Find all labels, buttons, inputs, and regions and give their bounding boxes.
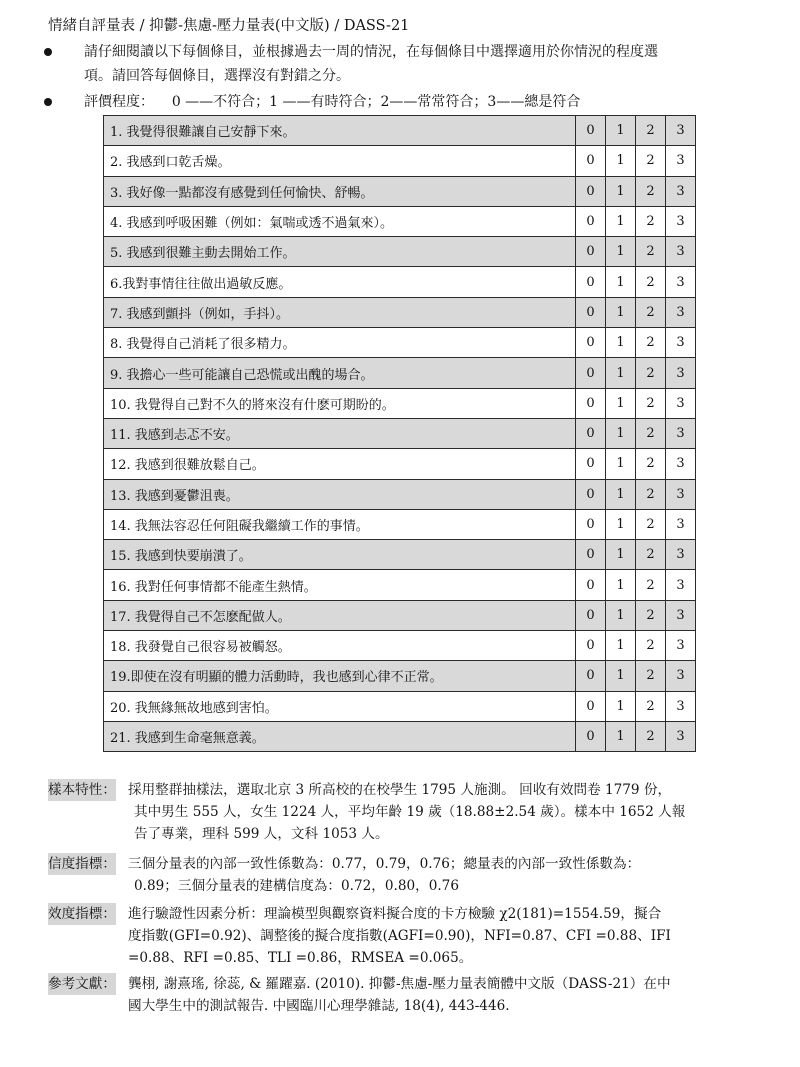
rating-scale: 0 ——不符合；1 ——有時符合；2——常常符合；3——總是符合 — [171, 94, 581, 110]
score-option-0[interactable]: 0 — [576, 418, 606, 448]
score-option-3[interactable]: 3 — [666, 600, 696, 630]
item-row — [104, 631, 696, 661]
item-text: 8. 我覺得自己消耗了很多精力。 — [104, 328, 576, 358]
score-option-0[interactable]: 0 — [576, 116, 606, 146]
score-option-0[interactable]: 0 — [576, 479, 606, 509]
item-text: 19.即使在沒有明顯的體力活動時，我也感到心律不正常。 — [104, 661, 576, 691]
score-option-3[interactable]: 3 — [666, 237, 696, 267]
item-row — [104, 479, 696, 509]
score-option-1[interactable]: 1 — [606, 661, 636, 691]
item-text: 2. 我感到口乾舌燥。 — [104, 146, 576, 176]
score-option-0[interactable]: 0 — [576, 267, 606, 297]
item-text: 5. 我感到很難主動去開始工作。 — [104, 237, 576, 267]
item-row — [104, 449, 696, 479]
score-option-2[interactable]: 2 — [636, 570, 666, 600]
score-option-3[interactable]: 3 — [666, 721, 696, 751]
score-option-3[interactable]: 3 — [666, 297, 696, 327]
score-option-1[interactable]: 1 — [606, 479, 636, 509]
score-option-3[interactable]: 3 — [666, 206, 696, 236]
score-option-2[interactable]: 2 — [636, 328, 666, 358]
score-option-0[interactable]: 0 — [576, 721, 606, 751]
instruction-line-1: 請仔細閱讀以下每個條目，並根據過去一周的情況，在每個條目中選擇適用於你情況的程度選 — [84, 44, 658, 60]
score-option-2[interactable]: 2 — [636, 237, 666, 267]
score-option-0[interactable]: 0 — [576, 509, 606, 539]
score-option-3[interactable]: 3 — [666, 358, 696, 388]
score-option-0[interactable]: 0 — [576, 691, 606, 721]
score-option-1[interactable]: 1 — [606, 388, 636, 418]
item-row — [104, 358, 696, 388]
item-row — [104, 661, 696, 691]
score-option-0[interactable]: 0 — [576, 328, 606, 358]
score-option-2[interactable]: 2 — [636, 176, 666, 206]
sample-characteristics-note — [48, 779, 768, 845]
item-row — [104, 570, 696, 600]
item-row — [104, 297, 696, 327]
item-row — [104, 540, 696, 570]
score-option-2[interactable]: 2 — [636, 116, 666, 146]
rating-bullet — [44, 90, 754, 114]
item-text: 1. 我覺得很難讓自己安靜下來。 — [104, 116, 576, 146]
score-option-2[interactable]: 2 — [636, 358, 666, 388]
score-option-3[interactable]: 3 — [666, 509, 696, 539]
score-option-2[interactable]: 2 — [636, 388, 666, 418]
score-option-3[interactable]: 3 — [666, 418, 696, 448]
score-option-0[interactable]: 0 — [576, 540, 606, 570]
reference-line: 龔栩, 謝熹瑤, 徐蕊, & 羅躍嘉. (2010). 抑鬱-焦慮-壓力量表簡體中文版（DASS-21）在中 — [128, 976, 671, 992]
score-option-2[interactable]: 2 — [636, 661, 666, 691]
reference-line: 國大學生中的測試報告. 中國臨川心理學雜誌, 18(4), 443-446. — [128, 998, 510, 1014]
score-option-1[interactable]: 1 — [606, 600, 636, 630]
reliability-label: 信度指標： — [48, 853, 116, 875]
score-option-3[interactable]: 3 — [666, 661, 696, 691]
score-option-1[interactable]: 1 — [606, 418, 636, 448]
score-option-2[interactable]: 2 — [636, 721, 666, 751]
sample-label: 樣本特性： — [48, 779, 116, 801]
score-option-1[interactable]: 1 — [606, 509, 636, 539]
item-text: 10. 我覺得自己對不久的將來沒有什麽可期盼的。 — [104, 388, 576, 418]
score-option-3[interactable]: 3 — [666, 267, 696, 297]
score-option-3[interactable]: 3 — [666, 146, 696, 176]
item-text: 14. 我無法容忍任何阻礙我繼續工作的事情。 — [104, 509, 576, 539]
item-text: 17. 我覺得自己不怎麽配做人。 — [104, 600, 576, 630]
score-option-3[interactable]: 3 — [666, 328, 696, 358]
item-row — [104, 721, 696, 751]
score-option-1[interactable]: 1 — [606, 570, 636, 600]
item-row — [104, 237, 696, 267]
item-text: 3. 我好像一點都沒有感覺到任何愉快、舒暢。 — [104, 176, 576, 206]
score-option-0[interactable]: 0 — [576, 176, 606, 206]
item-text: 15. 我感到快要崩潰了。 — [104, 540, 576, 570]
score-option-3[interactable]: 3 — [666, 176, 696, 206]
validity-line: 進行驗證性因素分析：理論模型與觀察資料擬合度的卡方檢驗 χ2(181)=1554.59，擬合 — [128, 906, 662, 922]
item-text: 13. 我感到憂鬱沮喪。 — [104, 479, 576, 509]
score-option-3[interactable]: 3 — [666, 388, 696, 418]
score-option-0[interactable]: 0 — [576, 449, 606, 479]
item-text: 6.我對事情往往做出過敏反應。 — [104, 267, 576, 297]
item-row — [104, 328, 696, 358]
score-option-2[interactable]: 2 — [636, 600, 666, 630]
score-option-3[interactable]: 3 — [666, 631, 696, 661]
score-option-1[interactable]: 1 — [606, 146, 636, 176]
score-option-2[interactable]: 2 — [636, 297, 666, 327]
dass21-items-table — [103, 115, 696, 752]
item-text: 16. 我對任何事情都不能產生熱情。 — [104, 570, 576, 600]
validity-line: =0.88、RFI =0.85、TLI =0.86，RMSEA =0.065。 — [128, 950, 473, 966]
score-option-0[interactable]: 0 — [576, 297, 606, 327]
reference-note — [48, 973, 768, 1017]
item-row — [104, 388, 696, 418]
score-option-0[interactable]: 0 — [576, 358, 606, 388]
item-text: 9. 我擔心一些可能讓自己恐慌或出醜的場合。 — [104, 358, 576, 388]
item-row — [104, 691, 696, 721]
score-option-0[interactable]: 0 — [576, 631, 606, 661]
sample-line: 告了專業，理科 599 人，文科 1053 人。 — [134, 826, 389, 842]
score-option-1[interactable]: 1 — [606, 176, 636, 206]
instruction-line-2: 項。請回答每個條目，選擇沒有對錯之分。 — [84, 68, 350, 84]
score-option-0[interactable]: 0 — [576, 237, 606, 267]
item-text: 20. 我無緣無故地感到害怕。 — [104, 691, 576, 721]
score-option-3[interactable]: 3 — [666, 540, 696, 570]
score-option-2[interactable]: 2 — [636, 509, 666, 539]
score-option-3[interactable]: 3 — [666, 479, 696, 509]
score-option-1[interactable]: 1 — [606, 721, 636, 751]
item-row — [104, 206, 696, 236]
score-option-1[interactable]: 1 — [606, 631, 636, 661]
instruction-bullet — [44, 40, 754, 88]
bullet-dot-icon — [44, 48, 52, 56]
score-option-2[interactable]: 2 — [636, 267, 666, 297]
item-text: 18. 我發覺自己很容易被觸怒。 — [104, 631, 576, 661]
score-option-3[interactable]: 3 — [666, 449, 696, 479]
score-option-2[interactable]: 2 — [636, 479, 666, 509]
reliability-line: 0.89；三個分量表的建構信度為：0.72，0.80，0.76 — [134, 878, 459, 894]
score-option-3[interactable]: 3 — [666, 570, 696, 600]
item-row — [104, 176, 696, 206]
validity-line: 度指數(GFI=0.92)、調整後的擬合度指數(AGFI=0.90)，NFI=0.87、CFI =0.88、IFI — [128, 928, 671, 944]
score-option-1[interactable]: 1 — [606, 540, 636, 570]
score-option-1[interactable]: 1 — [606, 206, 636, 236]
score-option-2[interactable]: 2 — [636, 206, 666, 236]
item-text: 7. 我感到顫抖（例如，手抖）。 — [104, 297, 576, 327]
score-option-0[interactable]: 0 — [576, 661, 606, 691]
score-option-2[interactable]: 2 — [636, 146, 666, 176]
score-option-2[interactable]: 2 — [636, 540, 666, 570]
item-row — [104, 600, 696, 630]
item-row — [104, 116, 696, 146]
item-row — [104, 146, 696, 176]
score-option-3[interactable]: 3 — [666, 116, 696, 146]
reliability-line: 三個分量表的內部一致性係數為：0.77，0.79，0.76；總量表的內部一致性係數為： — [128, 856, 641, 872]
sample-line: 採用整群抽樣法，選取北京 3 所高校的在校學生 1795 人施測。 回收有效問卷 1779 份， — [128, 782, 672, 798]
score-option-0[interactable]: 0 — [576, 146, 606, 176]
reference-label: 參考文獻： — [48, 973, 116, 995]
score-option-0[interactable]: 0 — [576, 570, 606, 600]
validity-label: 效度指標： — [48, 903, 116, 925]
score-option-1[interactable]: 1 — [606, 116, 636, 146]
score-option-2[interactable]: 2 — [636, 418, 666, 448]
score-option-2[interactable]: 2 — [636, 631, 666, 661]
score-option-3[interactable]: 3 — [666, 691, 696, 721]
score-option-1[interactable]: 1 — [606, 297, 636, 327]
bullet-dot-icon — [44, 98, 52, 106]
rating-label: 評價程度： — [84, 94, 154, 110]
reliability-note — [48, 853, 768, 897]
item-row — [104, 267, 696, 297]
score-option-1[interactable]: 1 — [606, 267, 636, 297]
item-text: 12. 我感到很難放鬆自己。 — [104, 449, 576, 479]
score-option-1[interactable]: 1 — [606, 328, 636, 358]
score-option-0[interactable]: 0 — [576, 388, 606, 418]
score-option-2[interactable]: 2 — [636, 449, 666, 479]
score-option-0[interactable]: 0 — [576, 600, 606, 630]
sample-line: 其中男生 555 人，女生 1224 人，平均年齡 19 歲（18.88±2.54 歲）。樣本中 1652 人報 — [134, 804, 686, 820]
score-option-2[interactable]: 2 — [636, 691, 666, 721]
score-option-0[interactable]: 0 — [576, 206, 606, 236]
validity-note — [48, 903, 768, 969]
item-text: 21. 我感到生命毫無意義。 — [104, 721, 576, 751]
page-title: 情緒自評量表 / 抑鬱-焦慮-壓力量表(中文版) / DASS-21 — [48, 18, 410, 34]
score-option-1[interactable]: 1 — [606, 358, 636, 388]
score-option-1[interactable]: 1 — [606, 237, 636, 267]
item-row — [104, 509, 696, 539]
item-text: 4. 我感到呼吸困難（例如：氣喘或透不過氣來）。 — [104, 206, 576, 236]
score-option-1[interactable]: 1 — [606, 449, 636, 479]
score-option-1[interactable]: 1 — [606, 691, 636, 721]
item-row — [104, 418, 696, 448]
item-text: 11. 我感到忐忑不安。 — [104, 418, 576, 448]
